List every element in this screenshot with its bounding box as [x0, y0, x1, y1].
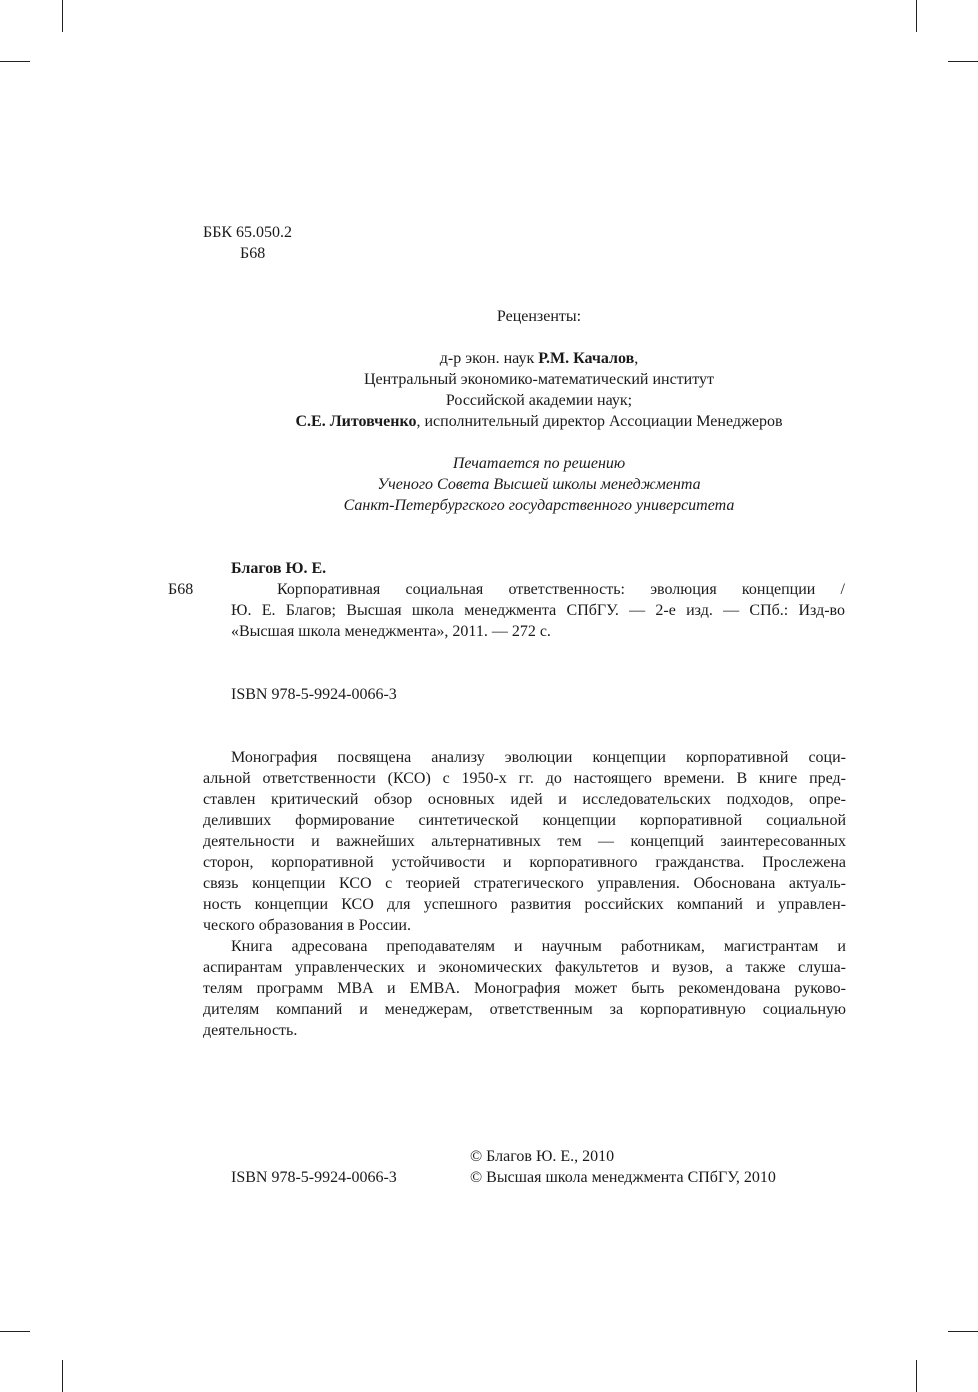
reviewers-heading: Рецензенты:	[496, 308, 582, 325]
bib-line-3: «Высшая школа менеджмента», 2011. — 272 с.	[231, 623, 551, 640]
bib-line-1: Корпоративная социальная ответственность: эволюция концепции /	[277, 581, 845, 598]
reviewer-2-name: С.Е. Литовченко	[295, 413, 417, 430]
abstract-p1-line: Монография посвящена анализу эволюции концепции корпоративной соци-	[231, 749, 846, 766]
abstract-p2-line: дителям компаний и менеджерам, ответственным за корпоративную социальную	[203, 1001, 846, 1018]
crop-mark	[0, 1331, 30, 1332]
crop-mark	[62, 0, 63, 32]
copyright-1: © Благов Ю. Е., 2010	[470, 1148, 615, 1165]
crop-mark	[0, 61, 30, 62]
reviewer-1-degree: д-р экон. наук	[439, 350, 539, 367]
abstract-p1-line: деятельности и важнейших альтернативных тем — концепций заинтересованных	[203, 833, 846, 850]
approval-line-2: Ученого Совета Высшей школы менеджмента	[377, 476, 701, 493]
abstract-p2-line: деятельность.	[203, 1022, 298, 1039]
abstract-p1-line: связь концепции КСО с теорией стратегического управления. Обоснована актуаль-	[203, 875, 846, 892]
crop-mark	[62, 1360, 63, 1392]
crop-mark	[916, 0, 917, 32]
abstract-p2-line: аспирантам управленческих и экономических факультетов и вузов, а также слуша-	[203, 959, 846, 976]
bib-line-2: Ю. Е. Благов; Высшая школа менеджмента СПбГУ. — 2-е изд. — СПб.: Изд-во	[231, 602, 845, 619]
approval-line-1: Печатается по решению	[452, 455, 626, 472]
bbk-index: ББК 65.050.2	[203, 224, 293, 241]
copyright-2: © Высшая школа менеджмента СПбГУ, 2010	[470, 1169, 776, 1186]
reviewer-1-institution: Центральный экономико-математический институт	[363, 371, 715, 388]
abstract-p1-line: деливших формирование синтетической концепции корпоративной социальной	[203, 812, 846, 829]
reviewer-1	[50, 348, 978, 369]
bib-isbn: ISBN 978-5-9924-0066-3	[231, 686, 397, 703]
author-code: Б68	[240, 245, 266, 262]
crop-mark	[948, 61, 978, 62]
abstract-p2-line: телям программ MBA и EMBA. Монография может быть рекомендована руково-	[203, 980, 846, 997]
abstract-p1-line: сторон, корпоративной устойчивости и корпоративного гражданства. Прослежена	[203, 854, 846, 871]
approval-line-3: Санкт-Петербургского государственного университета	[343, 497, 735, 514]
abstract	[203, 747, 846, 1041]
reviewer-1-suffix: ,	[634, 350, 639, 367]
abstract-p1-line: ческого образования в России.	[203, 917, 411, 934]
reviewer-2-position: , исполнительный директор Ассоциации Менеджеров	[416, 413, 783, 430]
reviewer-1-academy: Российской академии наук;	[445, 392, 633, 409]
footer-isbn: ISBN 978-5-9924-0066-3	[231, 1169, 397, 1186]
reviewer-1-name: Р.М. Качалов	[538, 350, 635, 367]
bib-author-name: Благов Ю. Е.	[231, 560, 327, 577]
crop-mark	[948, 1331, 978, 1332]
reviewer-2	[50, 411, 978, 432]
abstract-p1-line: ность концепции КСО для успешного развития российских компаний и управлен-	[203, 896, 846, 913]
abstract-p1-line: альной ответственности (КСО) с 1950-х гг. до настоящего времени. В книге пред-	[203, 770, 846, 787]
abstract-p1-line: ставлен критический обзор основных идей и исследовательских подходов, опре-	[203, 791, 846, 808]
crop-mark	[916, 1360, 917, 1392]
abstract-p2-line: Книга адресована преподавателям и научным работникам, магистрантам и	[231, 938, 846, 955]
bib-code: Б68	[168, 581, 194, 598]
bib-author	[231, 558, 326, 579]
